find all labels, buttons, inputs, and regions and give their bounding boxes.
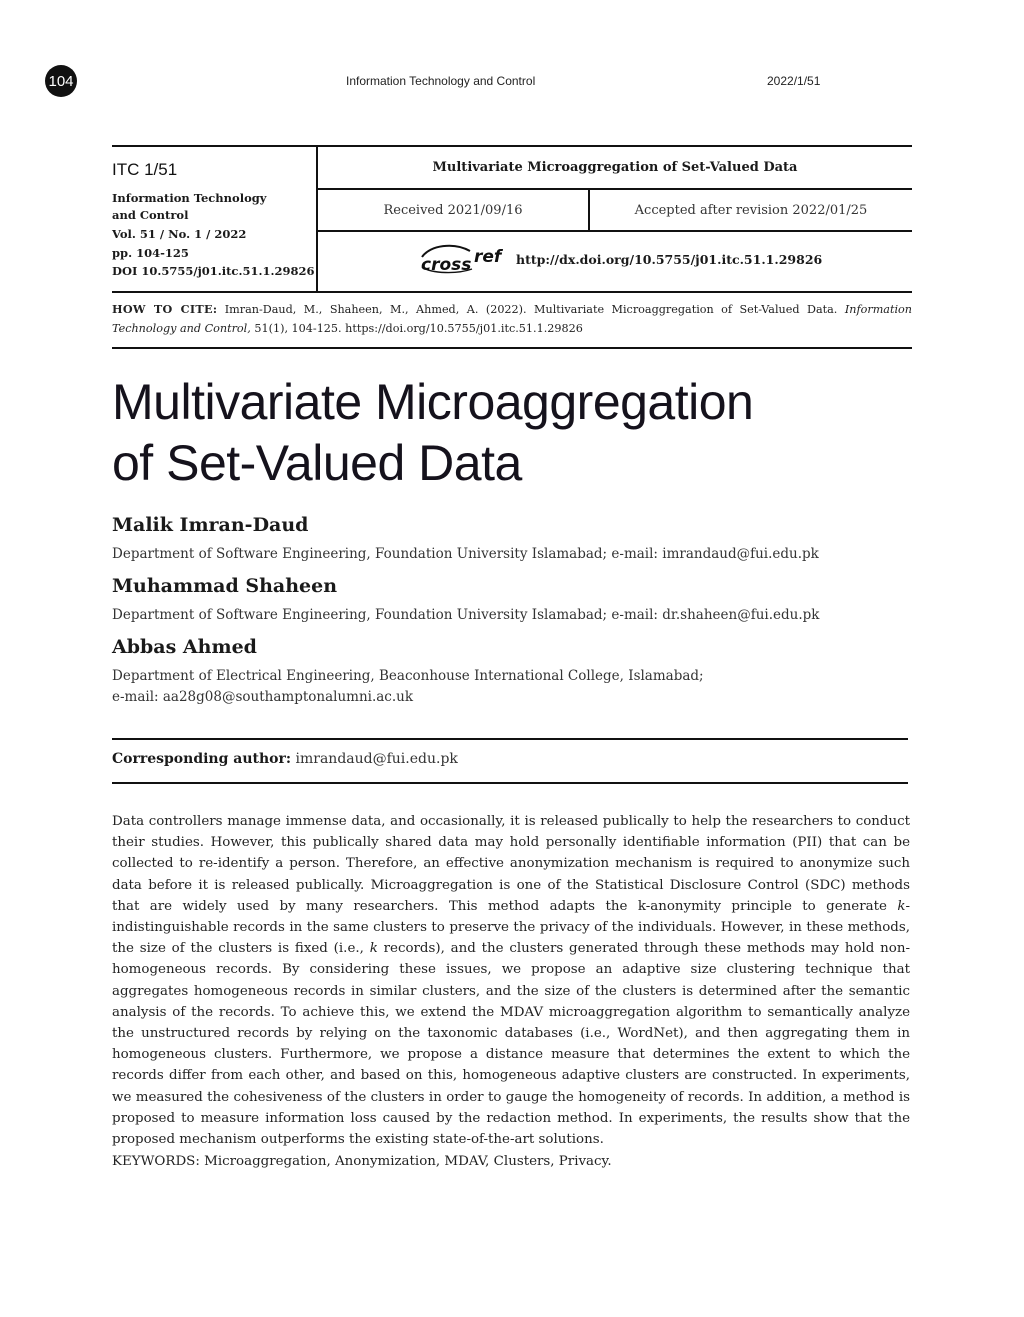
accepted-date: Accepted after revision 2022/01/25 — [634, 202, 868, 218]
author-affiliation: Department of Software Engineering, Foundation University Islamabad; e-mail: imrandaud@fui.edu.pk — [112, 546, 819, 562]
article-info — [318, 147, 912, 291]
cite-text: Imran-Daud, M., Shaheen, M., Ahmed, A. (2022). Multivariate Microaggregation of Set-Valued Data. — [224, 303, 838, 316]
doi-label: DOI 10.5755/j01.itc.51.1.29826 — [112, 264, 315, 278]
how-to-cite — [112, 300, 912, 338]
journal-name-line1: Information Technology — [112, 191, 267, 205]
abstract-text: -indistinguishable records in the same clusters to preserve the privacy of the individuals. However, in these methods, the size of the clusters is fixed (i.e., — [112, 898, 910, 957]
abstract-k: k — [369, 941, 378, 957]
divider — [112, 782, 908, 784]
page-number: 104 — [45, 65, 77, 97]
crossref-logo-icon[interactable] — [418, 243, 508, 275]
article-meta-box — [112, 145, 912, 293]
corresponding-author — [112, 751, 458, 767]
journal-info — [112, 147, 318, 291]
cite-journal: Information Technology and Control, — [112, 303, 912, 335]
cite-label: HOW TO CITE: — [112, 302, 218, 316]
svg-text:ref: ref — [474, 247, 502, 267]
article-title — [112, 372, 912, 494]
author-name: Abbas Ahmed — [112, 636, 257, 658]
running-head-issue: 2022/1/51 — [767, 74, 821, 88]
svg-text:cross: cross — [421, 255, 472, 275]
abstract-text: records), and the clusters generated through these methods may hold non-homogeneous records. By considering these issues, we propose an adaptive size clustering technique that aggregates homogeneous records in similar clusters, and the size of the clusters is determined after the semantic analysis of the records. To achieve this, we extend the MDAV microaggregation algorithm to semantically analyze the unstructured records by relying on the taxonomic databases (i.e., WordNet), and then aggregating them in homogeneous clusters. Furthermore, we propose a distance measure that determines the extent to which the records differ from each other, and based on this, homogeneous adaptive clusters are constructed. In experiments, we measured the cohesiveness of the clusters in order to gauge the homogeneity of records. In addition, a method is proposed to measure information loss caused by the redaction method. In experiments, the results show that the proposed mechanism outperforms the existing state-of-the-art solutions. — [112, 941, 911, 1148]
author-affiliation: Department of Software Engineering, Foundation University Islamabad; e-mail: dr.shaheen@fui.edu.pk — [112, 607, 820, 623]
doi-row — [318, 232, 912, 289]
author-affiliation-line2: e-mail: aa28g08@southamptonalumni.ac.uk — [112, 689, 414, 705]
article-title-line2: of Set-Valued Data — [112, 435, 522, 491]
article-title-line1: Multivariate Microaggregation — [112, 374, 754, 430]
running-head-journal: Information Technology and Control — [346, 74, 536, 88]
dates-row — [318, 190, 912, 232]
author-affiliation — [112, 666, 902, 708]
divider — [112, 738, 908, 740]
keywords-label: KEYWORDS: — [112, 1154, 200, 1169]
abstract-text: Data controllers manage immense data, and occasionally, it is released publically to help the researchers to conduct their studies. However, this publically shared data may hold personally identifiable information (PII) that can be collected to re-identify a person. Therefore, an effective anonymization mechanism is required to anonymize such data before it is released publically. Microaggregation is one of the Statistical Disclosure Control (SDC) methods that are widely used by many researchers. This method adapts the k-anonymity principle to generate — [112, 814, 910, 914]
author-affiliation-line1: Department of Electrical Engineering, Beaconhouse International College, Islamabad; — [112, 668, 704, 684]
volume-info: Vol. 51 / No. 1 / 2022 — [112, 227, 247, 241]
journal-name-line2: and Control — [112, 208, 189, 222]
corresponding-label: Corresponding author: — [112, 751, 292, 767]
received-date: Received 2021/09/16 — [318, 190, 590, 230]
keywords-text: Microaggregation, Anonymization, MDAV, Clusters, Privacy. — [204, 1154, 612, 1169]
cite-details[interactable]: 51(1), 104-125. https://doi.org/10.5755/j01.itc.51.1.29826 — [254, 322, 583, 335]
divider — [112, 347, 912, 349]
journal-code: ITC 1/51 — [112, 160, 178, 179]
box-article-title: Multivariate Microaggregation of Set-Valued Data — [318, 147, 912, 190]
keywords — [112, 1154, 910, 1169]
corresponding-email[interactable]: imrandaud@fui.edu.pk — [295, 751, 458, 767]
abstract-k: k — [897, 898, 906, 914]
author-name: Muhammad Shaheen — [112, 575, 338, 597]
doi-link[interactable]: http://dx.doi.org/10.5755/j01.itc.51.1.29826 — [516, 252, 823, 267]
abstract — [112, 811, 910, 1150]
page-range: pp. 104-125 — [112, 246, 189, 260]
author-name: Malik Imran-Daud — [112, 514, 309, 536]
